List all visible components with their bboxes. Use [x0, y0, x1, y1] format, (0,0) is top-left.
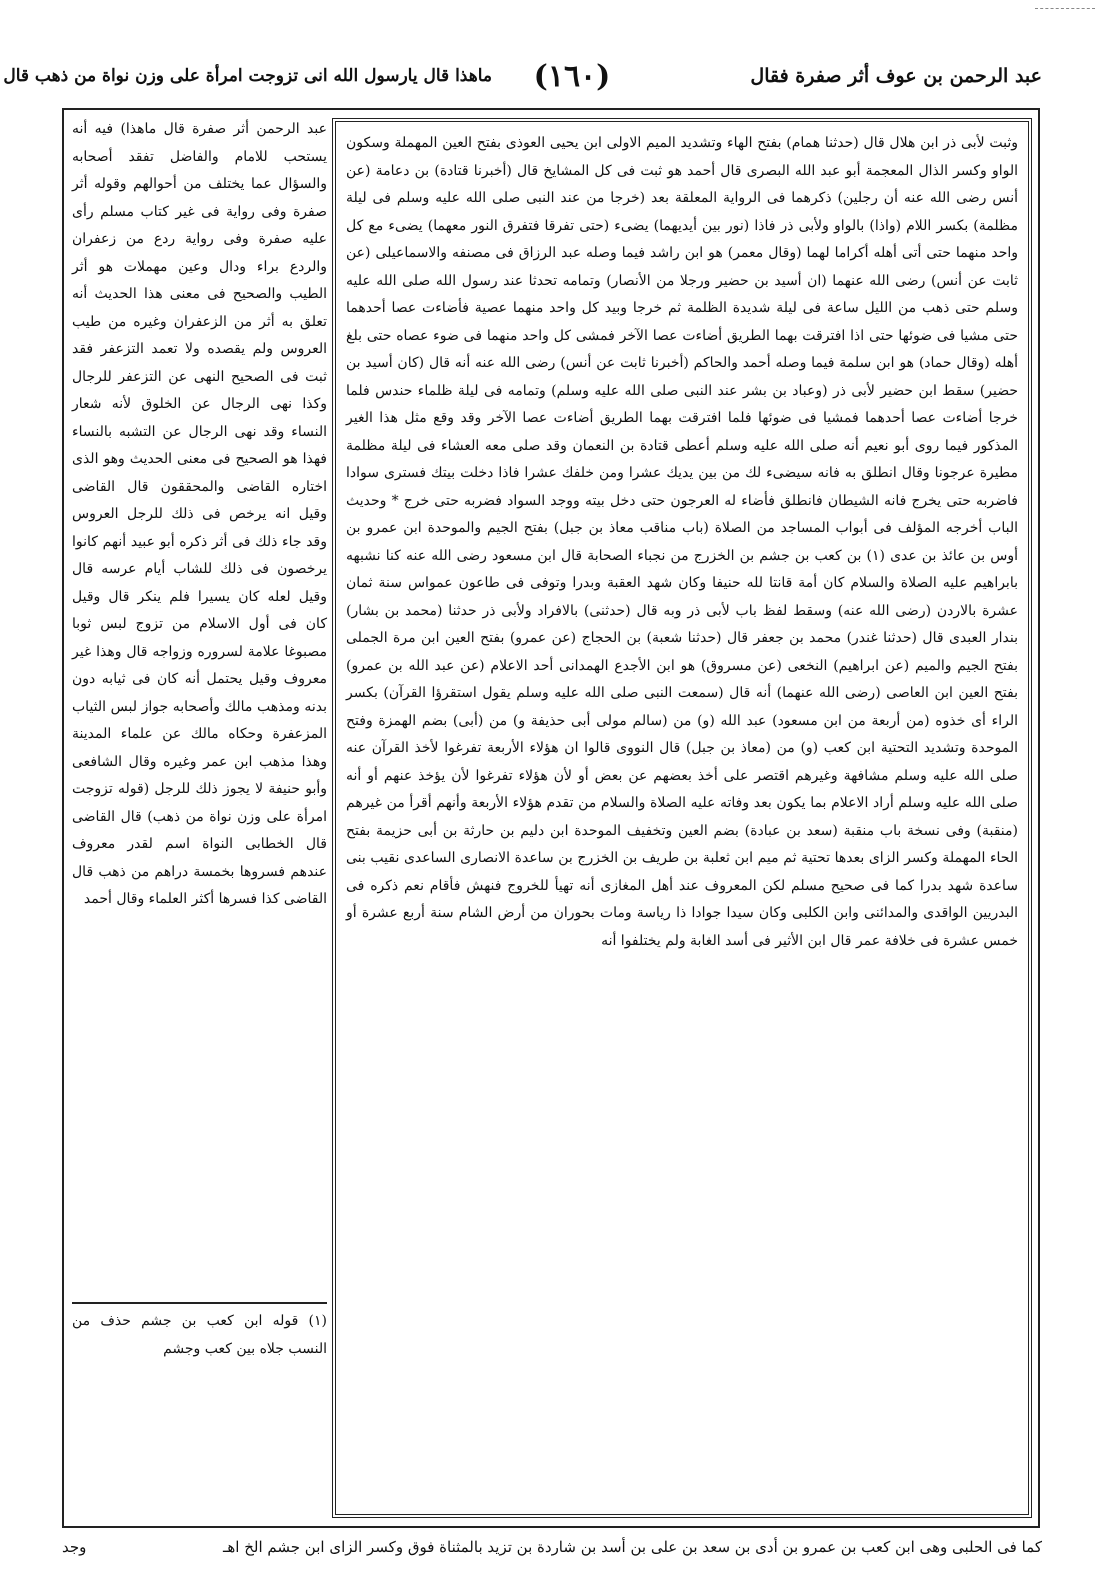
- margin-commentary: عبد الرحمن أثر صفرة قال ماهذا) فيه أنه يستحب للامام والفاضل تفقد أصحابه والسؤال عما يختلف من أحوالهم وقوله أثر صفرة وفى رواية فى غير كتاب مسلم رأى عليه صفرة وفى رواية ردع من زعفران والردع براء ودال وعين مهملات هو أثر الطيب والصحيح فى معنى هذا الحديث أنه تعلق به أثر من الزعفران وغيره من طيب العروس ولم يقصده ولا تعمد التزعفر فقد ثبت فى الصحيح النهى عن التزعفر للرجال وكذا نهى الرجال عن الخلوق لأنه شعار النساء وقد نهى الرجال عن التشبه بالنساء فهذا هو الصحيح فى معنى الحديث وهو الذى اختاره القاضى والمحققون قال القاضى وقيل انه يرخص فى ذلك للرجل العروس وقد جاء ذلك فى أثر ذكره أبو عبيد أنهم كانوا يرخصون فى ذلك للشاب أيام عرسه قال وقيل لعله كان يسيرا فلم ينكر قال وقيل كان فى أول الاسلام من تزوج لبس ثوبا مصبوغا علامة لسروره وزواجه قال وهذا غير معروف وقيل يحتمل أنه كان فى ثيابه دون بدنه ومذهب مالك وأصحابه جواز لبس الثياب المزعفرة وحكاه مالك عن علماء المدينة وهذا مذهب ابن عمر وغيره وقال الشافعى وأبو حنيفة لا يجوز ذلك للرجل (قوله تزوجت امرأة على وزن نواة من ذهب) قال القاضى قال الخطابى النواة اسم لقدر معروف عندهم فسروها بخمسة دراهم من ذهب قال القاضى كذا فسرها أكثر العلماء وقال أحمد: [72, 121, 327, 907]
- running-header: [3, 52, 1042, 100]
- margin-footnote: (١) قوله ابن كعب بن جشم حذف من النسب جلاه بين كعب وجشم: [72, 1313, 327, 1357]
- header-right-text: عبد الرحمن بن عوف أثر صفرة فقال: [750, 65, 1042, 87]
- page-frame: [62, 108, 1040, 1528]
- page-footer: [62, 1532, 1042, 1562]
- top-rule: [1035, 8, 1095, 9]
- header-left-text: ماهذا قال يارسول الله انى تزوجت امرأة على وزن نواة من ذهب قال: [3, 66, 492, 86]
- margin-divider: [72, 1302, 327, 1304]
- footer-note: كما فى الحلبى وهى ابن كعب بن عمرو بن أدى بن سعد بن على بن أسد بن شاردة بن تزيد بالمثناة فوق وكسر الزاى ابن جشم الخ اهـ: [222, 1538, 1042, 1556]
- page-number: (١٦٠): [533, 58, 611, 94]
- main-text-box: [332, 118, 1032, 1518]
- catchword: وجد: [62, 1538, 87, 1556]
- main-text: وثبت لأبى ذر ابن هلال قال (حدثنا همام) بفتح الهاء وتشديد الميم الاولى ابن يحيى العوذى بفتح العين المهملة وسكون الواو وكسر الذال المعجمة أبو عبد الله البصرى قال أحمد هو ثبت فى كل المشايخ قال (أخبرنا قتادة) بن دعامة (عن أنس رضى الله عنه أن رجلين) ذكرهما فى الرواية المعلقة بعد (خرجا من عند النبى صلى الله عليه وسلم فى ليلة مظلمة) بكسر اللام (واذا) بالواو ولأبى ذر فاذا (نور بين أيديهما) يضىء (حتى تفرقا فتفرق النور معهما) يضىء مع كل واحد منهما حتى أتى أهله أكراما لهما (وقال معمر) هو ابن راشد فيما وصله عبد الرزاق فى مصنفه والاسماعيلى (عن ثابت عن أنس) رضى الله عنهما (ان أسيد بن حضير ورجلا من الأنصار) وتمامه تحدثا عند رسول الله صلى الله عليه وسلم حتى ذهب من الليل ساعة فى ليلة شديدة الظلمة ثم خرجا وبيد كل واحد منهما عصية فأضاءت عصا أحدهما حتى مشيا فى ضوئها حتى اذا افترقت بهما الطريق أضاءت عصا الآخر فمشى كل واحد منهما فى ضوء عصاه حتى بلغ أهله (وقال حماد) هو ابن سلمة فيما وصله أحمد والحاكم (أخبرنا ثابت عن أنس) رضى الله عنه أنه قال (كان أسيد بن حضير) سقط ابن حضير لأبى ذر (وعباد بن بشر عند النبى صلى الله عليه وسلم) وتمامه فى ليلة ظلماء حندس فلما خرجا أضاءت عصا أحدهما فمشيا فى ضوئها فلما افترقت بهما الطريق أضاءت عصا الآخر وقد وقع مثل هذا الغير المذكور فيما روى أبو نعيم أنه صلى الله عليه وسلم أعطى قتادة بن النعمان وقد صلى معه العشاء فى ليلة مظلمة مطيرة عرجونا وقال انطلق به فانه سيضىء لك من بين يديك عشرا ومن خلفك عشرا فاذا دخلت بيتك فسترى سوادا فاضربه حتى يخرج فانه الشيطان فانطلق فأضاء له العرجون حتى دخل بيته ووجد السواد فضربه حتى خرج * وحديث الباب أخرجه المؤلف فى أبواب المساجد من الصلاة (باب مناقب معاذ بن جبل) بفتح الجيم والموحدة ابن عمرو بن أوس بن عائذ بن عدى (١) بن كعب بن جشم بن الخزرج من نجباء الصحابة قال ابن مسعود رضى الله عنه كنا نشبهه بابراهيم عليه الصلاة والسلام كان أمة قانتا لله حنيفا وكان شهد العقبة وبدرا وتوفى فى طاعون عمواس سنة ثمان عشرة بالاردن (رضى الله عنه) وسقط لفظ باب لأبى ذر وبه قال (حدثنى) بالافراد ولأبى ذر حدثنا (محمد بن بشار) بندار العبدى قال (حدثنا غندر) محمد بن جعفر قال (حدثنا شعبة) بن الحجاج (عن عمرو) بفتح العين ابن مرة الجملى بفتح الجيم والميم (عن ابراهيم) النخعى (عن مسروق) هو ابن الأجدع الهمدانى أحد الاعلام (عن عبد الله بن عمرو) بفتح العين ابن العاصى (رضى الله عنهما) أنه قال (سمعت النبى صلى الله عليه وسلم يقول استقرؤا القرآن) بكسر الراء أى خذوه (من أربعة من ابن مسعود) عبد الله (و) من (سالم مولى أبى حذيفة و) من (أبى) بضم الهمزة وفتح الموحدة وتشديد التحتية ابن كعب (و) من (معاذ بن جبل) قال النووى قالوا ان هؤلاء الأربعة تفرغوا لأخذ القرآن عنه صلى الله عليه وسلم مشافهة وغيرهم اقتصر على أخذ بعضهم عن بعض أو لأن هؤلاء تفرغوا لأن يؤخذ عنهم أو أنه صلى الله عليه وسلم أراد الاعلام بما يكون بعد وفاته عليه الصلاة والسلام من تقدم هؤلاء الأربعة وأنهم أقرأ من غيرهم (منقبة) وفى نسخة باب منقبة (سعد بن عبادة) بضم العين وتخفيف الموحدة ابن دليم بن حارثة بن أبى حزيمة بفتح الحاء المهملة وكسر الزاى بعدها تحتية ثم ميم ابن ثعلبة بن طريف بن الخزرج بن ساعدة الانصارى الساعدى نقيب بنى ساعدة شهد بدرا كما فى صحيح مسلم لكن المعروف عند أهل المغازى أنه تهيأ للخروج فنهش فأقام نعم ذكره فى البدريين الواقدى والمدائنى وابن الكلبى وكان سيدا جوادا ذا رياسة ومات بحوران من أرض الشام سنة أربع عشرة أو خمس عشرة فى خلافة عمر قال ابن الأثير فى أسد الغابة ولم يختلفوا أنه: [346, 135, 1018, 949]
